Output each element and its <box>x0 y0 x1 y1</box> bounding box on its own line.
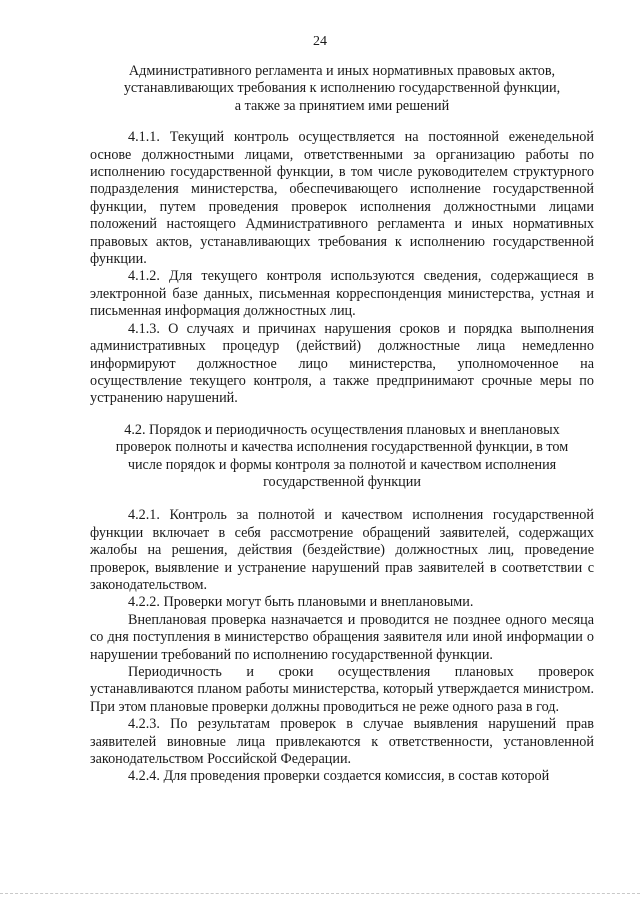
heading-line: устанавливающих требования к исполнению государственной функции, <box>123 80 561 97</box>
section-heading-4-2 <box>90 422 594 492</box>
document-body <box>90 63 594 786</box>
paragraph-unscheduled-inspection: Внеплановая проверка назначается и проводится не позднее одного месяца со дня поступления в министерство обращения заявителя или иной информации о нарушении требований по исполнению государственной функции. <box>90 611 594 663</box>
paragraph-4-2-4: 4.2.4. Для проведения проверки создается комиссия, в состав которой <box>128 768 550 785</box>
page-number: 24 <box>313 34 327 49</box>
paragraph-4-1-2: 4.1.2. Для текущего контроля используются сведения, содержащиеся в электронной базе данных, письменная корреспонденция министерства, устная и письменная информация должностных лиц. <box>90 268 594 320</box>
heading-line: государственной функции <box>263 473 421 490</box>
paragraph-4-2-1: 4.2.1. Контроль за полнотой и качеством исполнения государственной функции включает в себя рассмотрение обращений заявителей, содержащих жалобы на решения, действия (бездействие) должностных лиц, проведение проверок, выявление и устранение нарушений прав заявителей в соответствии с законодательством. <box>90 507 594 593</box>
heading-line: проверок полноты и качества исполнения государственной функции, в том <box>115 439 569 456</box>
scan-edge-artifact <box>0 893 640 894</box>
paragraph-4-1-3: 4.1.3. О случаях и причинах нарушения сроков и порядка выполнения административных процедур (действий) должностные лица немедленно информируют должностное лицо министерства, уполномоченное на осуществление текущего контроля, а также предпринимают срочные меры по устранению нарушений. <box>90 320 594 407</box>
section-heading-4-1-end <box>90 63 594 115</box>
paragraph-4-2-3: 4.2.3. По результатам проверок в случае выявления нарушений прав заявителей виновные лица привлекаются к ответственности, установленной законодательством Российской Федерации. <box>90 716 594 768</box>
heading-line: 4.2. Порядок и периодичность осуществления плановых и внеплановых <box>124 421 560 438</box>
heading-line: Административного регламента и иных нормативных правовых актов, <box>128 63 556 79</box>
paragraph-4-2-2: 4.2.2. Проверки могут быть плановыми и внеплановыми. <box>128 594 474 611</box>
heading-line: числе порядок и формы контроля за полнотой и качеством исполнения <box>127 456 557 473</box>
heading-line: а также за принятием ими решений <box>234 97 450 114</box>
paragraph-inspection-frequency: Периодичность и сроки осуществления плановых проверок устанавливаются планом работы министерства, который утверждается министром. При этом плановые проверки должны проводиться не реже одного раза в год. <box>90 664 594 715</box>
paragraph-4-1-1: 4.1.1. Текущий контроль осуществляется на постоянной еженедельной основе должностными лицами, ответственными за организацию работы по исполнению государственной функции, в том числе руководителем структурного подразделения министерства, обеспечивающего исполнение государственной функции, путем проведения проверок исполнения должностными лицами положений настоящего Административного регламента и иных нормативных правовых актов, устанавливающих требования к исполнению государственной функции. <box>90 129 594 268</box>
